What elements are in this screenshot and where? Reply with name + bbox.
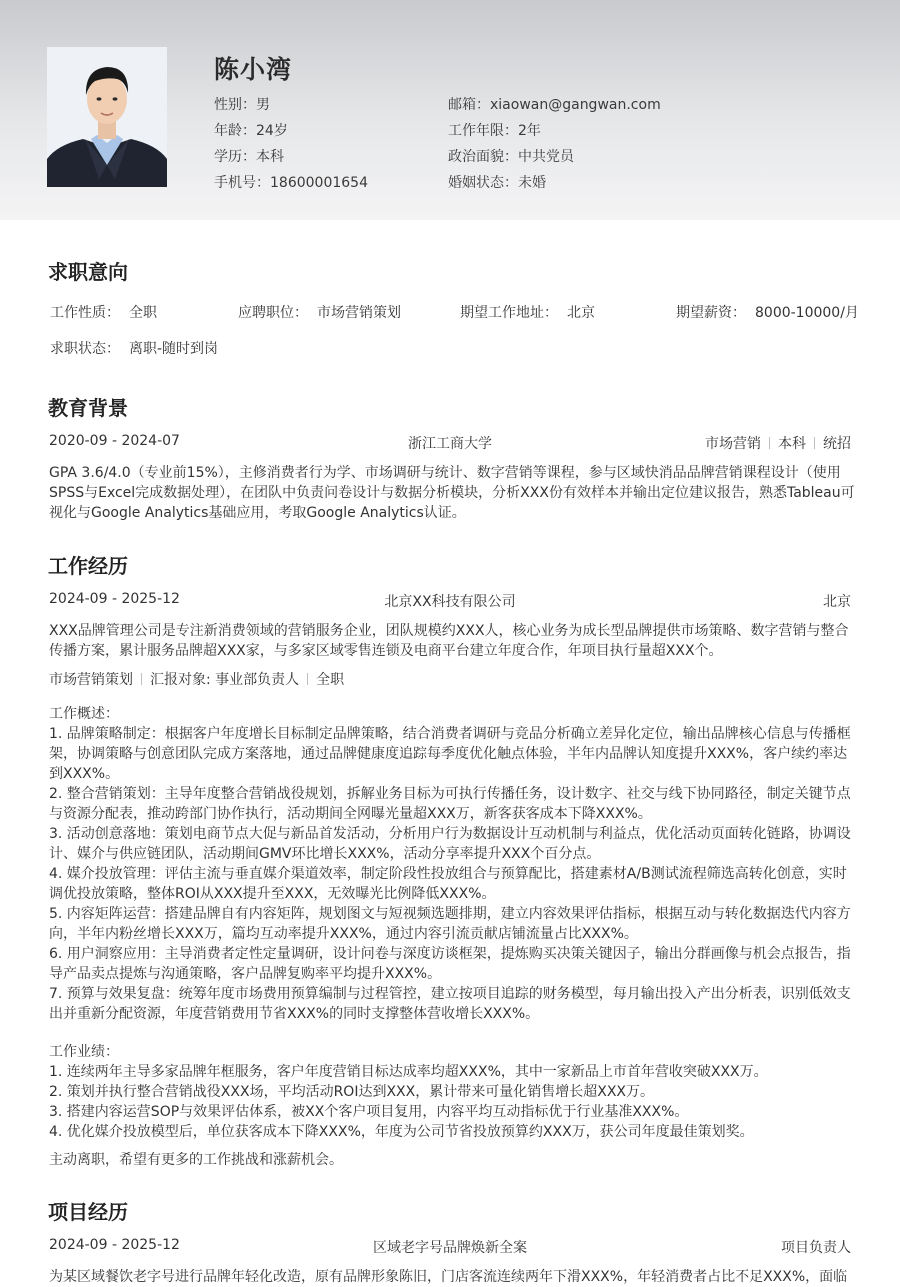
portrait-image: [47, 47, 167, 187]
info-phone: [214, 172, 368, 192]
work-date: 2024-09 - 2025-12: [49, 591, 180, 607]
leave-reason: 主动离职，希望有更多的工作挑战和涨薪机会。: [49, 1152, 343, 1168]
candidate-name: 陈小湾: [214, 55, 293, 84]
info-label: 手机号：: [214, 175, 270, 191]
section-title-work: 工作经历: [48, 554, 128, 578]
education-meta: [600, 433, 851, 453]
resume-header: [0, 0, 900, 220]
info-label: 年龄：: [214, 123, 256, 139]
info-marital-status: [448, 172, 546, 192]
info-value: 2年: [518, 123, 541, 139]
field-label: 求职状态：: [50, 341, 120, 357]
info-value: 18600001654: [270, 175, 368, 191]
info-value: 男: [256, 97, 270, 113]
overview-item: 3. 活动创意落地：策划电商节点大促与新品首发活动，分析用户行为数据设计互动机制与利益点，优化活动页面转化链路，协调设计、媒介与供应链团队，活动期间GMV环比增长XXX%，活动分享率提升XXX个百分点。: [49, 826, 851, 862]
info-age: [214, 120, 288, 140]
info-email: [448, 94, 661, 114]
info-education: [214, 146, 284, 166]
info-label: 政治面貌：: [448, 149, 518, 165]
achievement-item: 3. 搭建内容运营SOP与效果评估体系，被XX个客户项目复用，内容平均互动指标优于行业基准XXX%。: [49, 1104, 689, 1120]
section-title-intent: 求职意向: [48, 260, 128, 284]
work-job-type: 全职: [316, 672, 345, 688]
info-label: 性别：: [214, 97, 256, 113]
section-title-education: 教育背景: [48, 396, 128, 420]
intent-job-type: [50, 302, 157, 322]
company-description: XXX品牌管理公司是专注新消费领域的营销服务企业，团队规模约XXX人，核心业务为成长型品牌提供市场策略、数字营销与整合传播方案，累计服务品牌超XXX家，与多家区域零售连锁及电商平台建立年度合作，年项目执行量超XXX个。: [49, 623, 849, 659]
info-work-years: [448, 120, 541, 140]
field-label: 工作性质：: [50, 305, 120, 321]
education-degree: 本科: [778, 436, 806, 452]
info-label: 婚姻状态：: [448, 175, 518, 191]
info-value: 未婚: [518, 175, 546, 191]
work-company: 北京XX科技有限公司: [384, 594, 516, 610]
info-label: 工作年限：: [448, 123, 518, 139]
work-report-to: 汇报对象: 事业部负责人: [150, 672, 300, 688]
intent-salary: [676, 302, 859, 322]
project-description: 为某区域餐饮老字号进行品牌年轻化改造，原有品牌形象陈旧，门店客流连续两年下滑XXX%，年轻消费者占比不足XXX%，面临: [49, 1269, 848, 1285]
field-label: 应聘职位：: [238, 305, 308, 321]
achievement-item: 4. 优化媒介投放模型后，单位获客成本下降XXX%，年度为公司节省投放预算约XXX万，获公司年度最佳策划奖。: [49, 1124, 754, 1140]
overview-item: 7. 预算与效果复盘：统筹年度市场费用预算编制与过程管控，建立按项目追踪的财务模型，每月输出投入产出分析表，识别低效支出并重新分配资源，年度营销费用节省XXX%的同时支撑整体营收增长XXX%。: [49, 986, 851, 1022]
overview-item: 6. 用户洞察应用：主导消费者定性定量调研，设计问卷与深度访谈框架，提炼购买决策关键因子，输出分群画像与机会点报告，指导产品卖点提炼与沟通策略，客户品牌复购率平均提升XXX%。: [49, 946, 851, 982]
field-value: 8000-10000/月: [755, 305, 859, 321]
info-value: 24岁: [256, 123, 288, 139]
divider: [141, 673, 142, 685]
work-city: 北京: [823, 594, 851, 610]
overview-item: 5. 内容矩阵运营：搭建品牌自有内容矩阵，规划图文与短视频选题排期，建立内容效果评估指标，根据互动与转化数据迭代内容方向，半年内粉丝增长XXX万，篇均互动率提升XXX%，通过内容引流贡献店铺流量占比XXX%。: [49, 906, 851, 942]
work-meta: [49, 669, 344, 689]
education-date: 2020-09 - 2024-07: [49, 433, 180, 449]
work-role: 市场营销策划: [49, 672, 133, 688]
field-label: 期望工作地址：: [460, 305, 558, 321]
achievement-item: 1. 连续两年主导多家品牌年框服务，客户年度营销目标达成率均超XXX%，其中一家新品上市首年营收突破XXX万。: [49, 1064, 768, 1080]
divider: [814, 437, 815, 449]
field-label: 期望薪资：: [676, 305, 746, 321]
info-value[interactable]: xiaowan@gangwan.com: [490, 97, 661, 113]
overview-title: 工作概述：: [49, 706, 119, 722]
divider: [307, 673, 308, 685]
project-name: 区域老字号品牌焕新全案: [373, 1240, 527, 1256]
intent-position: [238, 302, 401, 322]
field-value: 离职-随时到岗: [129, 341, 219, 357]
field-value: 北京: [567, 305, 595, 321]
info-political-status: [448, 146, 574, 166]
field-value: 全职: [129, 305, 157, 321]
divider: [769, 437, 770, 449]
profile-photo: [47, 47, 167, 187]
achievement-item: 2. 策划并执行整合营销战役XXX场，平均活动ROI达到XXX，累计带来可量化销售增长超XXX万。: [49, 1084, 654, 1100]
intent-location: [460, 302, 595, 322]
overview-item: 1. 品牌策略制定：根据客户年度增长目标制定品牌策略，结合消费者调研与竞品分析确立差异化定位，输出品牌核心信息与传播框架，协调策略与创意团队完成方案落地，通过品牌健康度追踪每季度优化触点体验，半年内品牌认知度提升XXX%，客户续约率达到XXX%。: [49, 726, 851, 782]
section-title-project: 项目经历: [48, 1200, 128, 1224]
education-description: GPA 3.6/4.0（专业前15%），主修消费者行为学、市场调研与统计、数字营销等课程，参与区域快消品品牌营销课程设计（使用SPSS与Excel完成数据处理），在团队中负责问卷设计与数据分析模块，分析XXX份有效样本并输出定位建议报告，熟悉Tableau可视化与Google Analytics基础应用，考取Google Analytics认证。: [49, 465, 855, 521]
info-value: 本科: [256, 149, 284, 165]
info-gender: [214, 94, 270, 114]
intent-status: [50, 338, 218, 358]
overview-item: 2. 整合营销策划：主导年度整合营销战役规划，拆解业务目标为可执行传播任务，设计数字、社交与线下协同路径，制定关键节点与资源分配表，推动跨部门协作执行，活动期间全网曝光量超XXX万，新客获客成本下降XXX%。: [49, 786, 851, 822]
work-overview: [49, 704, 855, 1024]
education-type: 统招: [823, 436, 851, 452]
achievements-title: 工作业绩：: [49, 1044, 119, 1060]
education-school: 浙江工商大学: [408, 436, 492, 452]
info-label: 学历：: [214, 149, 256, 165]
project-role: 项目负责人: [781, 1240, 851, 1256]
info-value: 中共党员: [518, 149, 574, 165]
project-date: 2024-09 - 2025-12: [49, 1237, 180, 1253]
work-achievements: [49, 1042, 855, 1142]
education-major: 市场营销: [705, 436, 761, 452]
info-label: 邮箱：: [448, 97, 490, 113]
overview-item: 4. 媒介投放管理：评估主流与垂直媒介渠道效率，制定阶段性投放组合与预算配比，搭建素材A/B测试流程筛选高转化创意，实时调优投放策略，整体ROI从XXX提升至XXX，无效曝光比例降低XXX%。: [49, 866, 847, 902]
field-value: 市场营销策划: [317, 305, 401, 321]
